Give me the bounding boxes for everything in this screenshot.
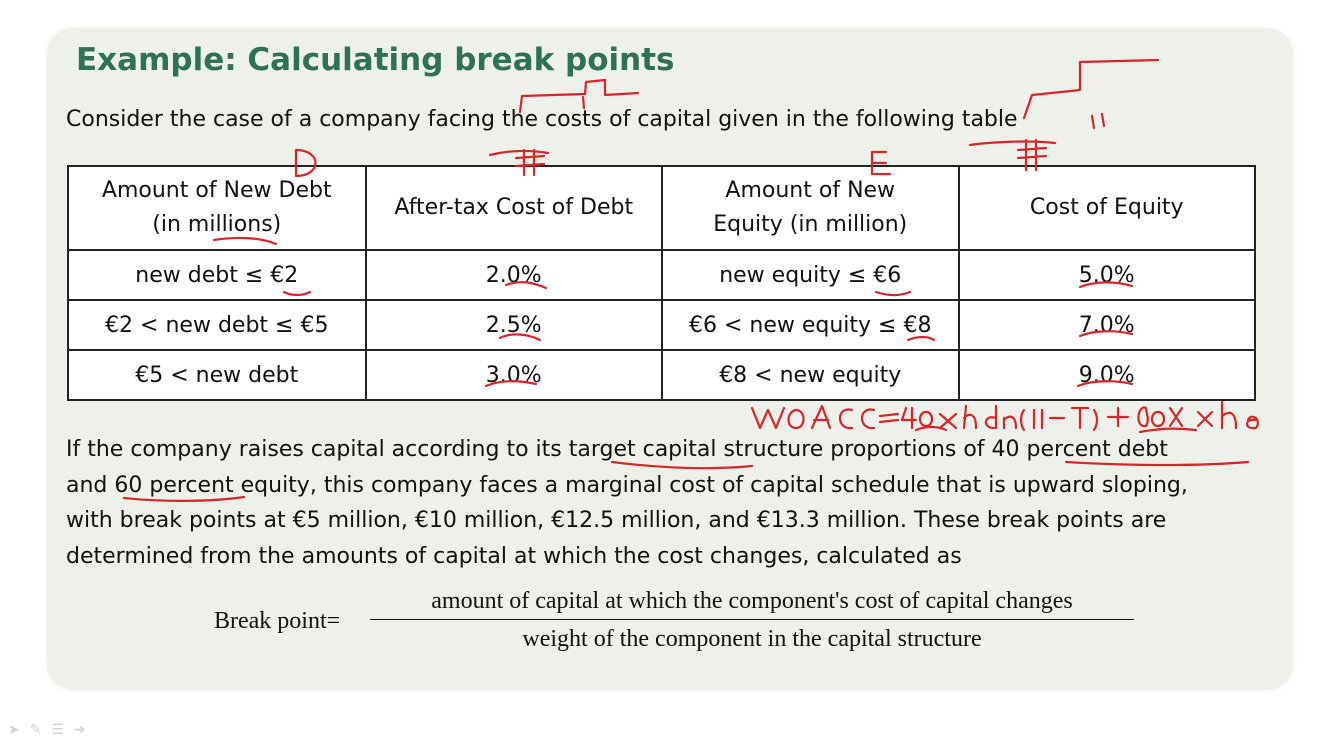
body-paragraph — [66, 432, 1271, 574]
table-cell: 2.5% — [366, 300, 662, 350]
intro-text: Consider the case of a company facing the costs of capital given in the following table — [66, 107, 1018, 132]
paragraph-line: If the company raises capital according to its target capital structure proportions of 40 percent debt — [66, 437, 1168, 462]
table-cell: 5.0% — [959, 250, 1256, 300]
table-cell: 3.0% — [366, 350, 662, 400]
slide-title: Example: Calculating break points — [76, 42, 675, 78]
header-new-equity: Amount of New Equity (in million) — [662, 166, 959, 250]
table-cell: €5 < new debt — [68, 350, 366, 400]
header-cost-of-equity: Cost of Equity — [959, 166, 1256, 250]
table-cell: €8 < new equity — [662, 350, 959, 400]
table-row — [68, 250, 1255, 300]
menu-icon[interactable]: ☰ — [51, 722, 65, 738]
table-cell: new debt ≤ €2 — [68, 250, 366, 300]
formula-fraction — [370, 588, 1134, 653]
table-row — [68, 300, 1255, 350]
paragraph-line: determined from the amounts of capital at which the cost changes, calculated as — [66, 543, 962, 569]
header-after-tax-cost-debt: After-tax Cost of Debt — [366, 166, 662, 250]
paragraph-line: with break points at €5 million, €10 million, €12.5 million, and €13.3 million. These break points are — [66, 508, 1167, 533]
table-cell: new equity ≤ €6 — [662, 250, 959, 300]
next-icon[interactable]: ➜ — [74, 722, 86, 738]
table-cell: 2.0% — [366, 250, 662, 300]
pointer-icon[interactable]: ➤ — [8, 722, 20, 738]
table-cell: 9.0% — [959, 350, 1256, 400]
table-header-row — [68, 166, 1255, 250]
table-cell: €6 < new equity ≤ €8 — [662, 300, 959, 350]
pen-icon[interactable]: ✎ — [29, 722, 42, 738]
table-row — [68, 350, 1255, 400]
table-cell: €2 < new debt ≤ €5 — [68, 300, 366, 350]
presentation-toolbar — [8, 722, 86, 738]
cost-of-capital-table — [67, 165, 1256, 401]
formula-denominator: weight of the component in the capital structure — [522, 626, 982, 652]
table-cell: 7.0% — [959, 300, 1256, 350]
header-new-debt: Amount of New Debt (in millions) — [68, 166, 366, 250]
formula-numerator: amount of capital at which the component's cost of capital changes — [370, 588, 1134, 620]
formula-lhs: Break point= — [214, 608, 341, 634]
paragraph-line: and 60 percent equity, this company faces a marginal cost of capital schedule that is upward sloping, — [66, 472, 1188, 498]
